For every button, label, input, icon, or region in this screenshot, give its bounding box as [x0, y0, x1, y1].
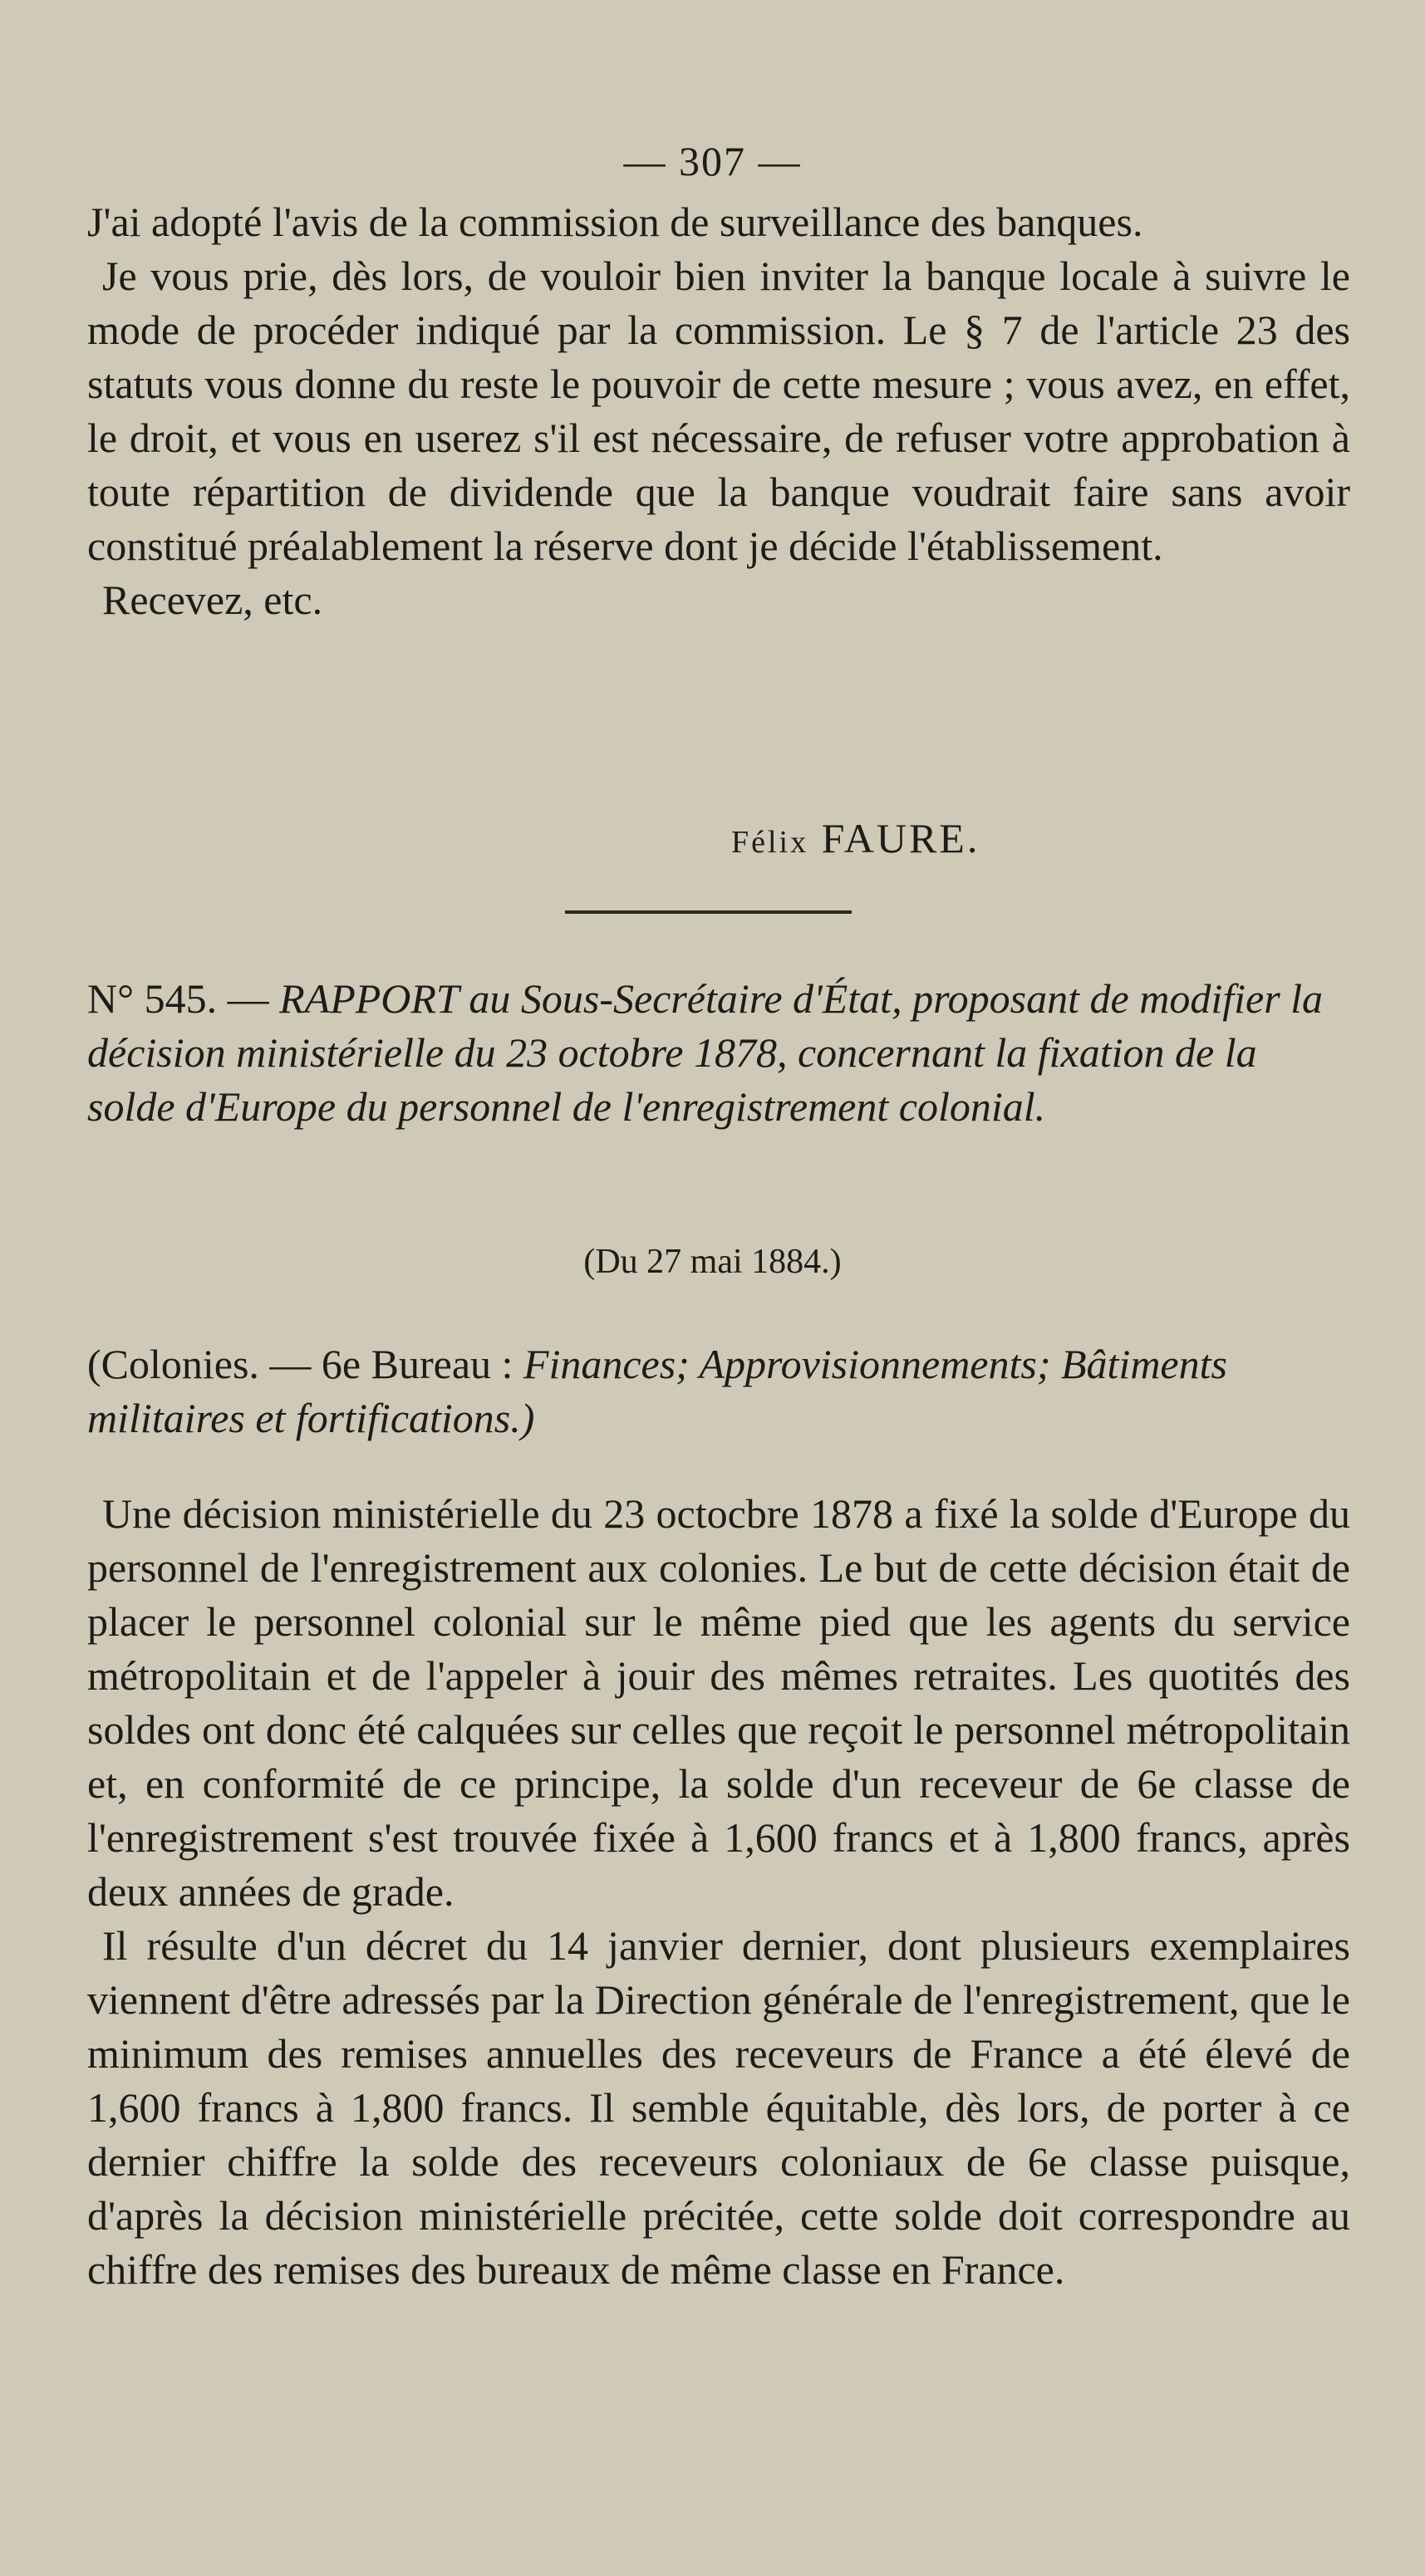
paragraph: Il résulte d'un décret du 14 janvier dernier, dont plusieurs exemplaires viennent d'être adressés par la Direction générale de l'enregistrement, que le minimum des remises annuelles des receveurs de France a été élevé de 1,600 francs à 1,800 francs. Il semble équitable, dès lors, de porter à ce dernier chiffre la solde des receveurs coloniaux de 6e classe puisque, d'après la décision ministérielle précitée, cette solde doit correspondre au chiffre des remises des bureaux de même classe en France. [87, 1922, 1350, 2293]
paragraph: Je vous prie, dès lors, de vouloir bien inviter la banque locale à suivre le mode de procéder indiqué par la commission. Le § 7 de l'article 23 des statuts vous donne du reste le pouvoir de cette mesure ; vous avez, en effet, le droit, et vous en userez s'il est nécessaire, de refuser votre approbation à toute répartition de dividende que la banque voudrait faire sans avoir constitué préalablement la réserve dont je décide l'établissement. [87, 253, 1350, 569]
paragraph: Recevez, etc. [102, 577, 323, 623]
paragraph: J'ai adopté l'avis de la commission de surveillance des banques. [87, 199, 1143, 245]
page-number: — 307 — [623, 138, 802, 184]
bottom-text-block [87, 1487, 1350, 2297]
top-text-block [87, 195, 1350, 627]
section-divider [565, 910, 852, 914]
document-date: (Du 27 mai 1884.) [583, 1243, 842, 1281]
signature-last-name: FAURE. [821, 815, 980, 861]
document-number: N° 545. — [87, 975, 269, 1022]
signature [731, 814, 980, 862]
bureau-prefix: (Colonies. — 6e Bureau : [87, 1341, 513, 1387]
bureau-subjects: Finances; Approvisionnements; Bâtiments militaires et fortifications.) [87, 1341, 1227, 1441]
paragraph: Une décision ministérielle du 23 octocbre 1878 a fixé la solde d'Europe du personnel de l'enregistrement aux colonies. Le but de cette décision était de placer le personnel colonial sur le même pied que les agents du service métropolitain et de l'appeler à jouir des mêmes retraites. Les quotités des soldes ont donc été calquées sur celles que reçoit le personnel métropolitain et, en conformité de ce principe, la solde d'un receveur de 6e classe de l'enregistrement s'est trouvée fixée à 1,600 francs et à 1,800 francs, après deux années de grade. [87, 1490, 1350, 1915]
document-heading [87, 972, 1350, 1134]
heading-title: RAPPORT au Sous-Secrétaire d'État, proposant de modifier la décision ministérielle du 23 octobre 1878, concernant la fixation de la solde d'Europe du personnel de l'enregistrement colonial. [87, 975, 1324, 1130]
signature-first-name: Félix [731, 825, 809, 860]
bureau-line [87, 1337, 1350, 1445]
